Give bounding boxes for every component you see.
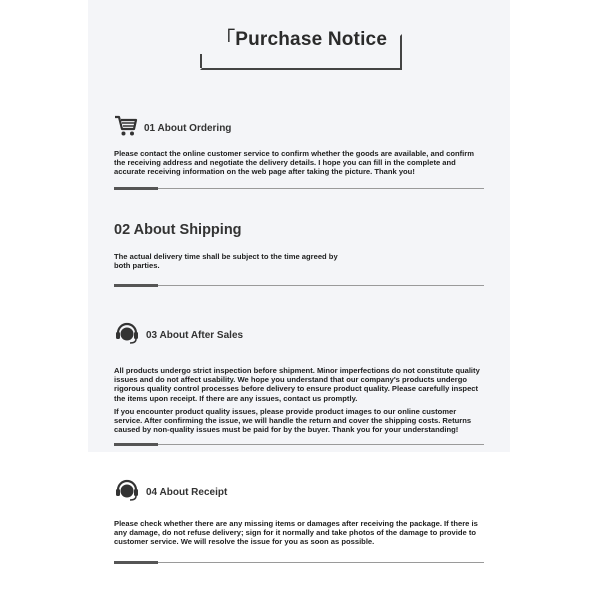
section-title: 01 About Ordering [144, 123, 232, 134]
divider-accent [114, 284, 158, 287]
section-heading [114, 222, 486, 238]
section-paragraph: Please contact the online customer service to confirm whether the goods are available, and confirm the receiving address and negotiate the delivery details. I hope you can fill in the complete and accurate receiving information on the web page after taking the picture. Thank you! [114, 149, 474, 177]
section-divider [114, 285, 484, 286]
section-title: 02 About Shipping [114, 222, 242, 238]
section-paragraph: If you encounter product quality issues, please provide product images to our online customer service. After confirming the issue, we will handle the return and cover the shipping costs. Returns caused by non-quality issues must be paid for by the buyer. Thank you for your understanding! [114, 406, 472, 435]
section-receipt [114, 478, 486, 547]
section-paragraph: All products undergo strict inspection before shipment. Minor imperfections do not constitute quality issues and do not affect usability. We hope you understand that our company's products undergo rigorous quality control processes before delivery to ensure product quality. Please carefully inspect the items upon receipt. If there are any issues, contact us promptly. [114, 366, 480, 403]
title-label: Purchase Notice [235, 29, 388, 50]
section-title: 04 About Receipt [146, 487, 228, 498]
section-heading [114, 115, 486, 142]
divider-accent [114, 561, 158, 564]
section-divider [114, 188, 484, 189]
page-title-block [200, 24, 400, 68]
section-shipping [114, 222, 486, 270]
title-bracket: 「 [216, 29, 236, 50]
cart-icon [114, 115, 138, 142]
section-divider [114, 444, 484, 445]
section-paragraph: The actual delivery time shall be subject to the time agreed by both parties. [114, 252, 338, 271]
headset-icon [114, 478, 140, 507]
section-paragraph: Please check whether there are any missing items or damages after receiving the package. If there is any damage, do not refuse delivery; sign for it normally and take photos of the damage to provide to customer service. We will resolve the issue for you as soon as possible. [114, 519, 478, 547]
page-title [216, 24, 387, 51]
section-heading [114, 321, 486, 350]
divider-accent [114, 187, 158, 190]
section-divider [114, 562, 484, 563]
section-ordering [114, 115, 486, 177]
section-heading [114, 478, 486, 507]
section-title: 03 About After Sales [146, 330, 244, 341]
headset-icon [114, 321, 140, 350]
section-after-sales [114, 321, 486, 434]
divider-accent [114, 443, 158, 446]
